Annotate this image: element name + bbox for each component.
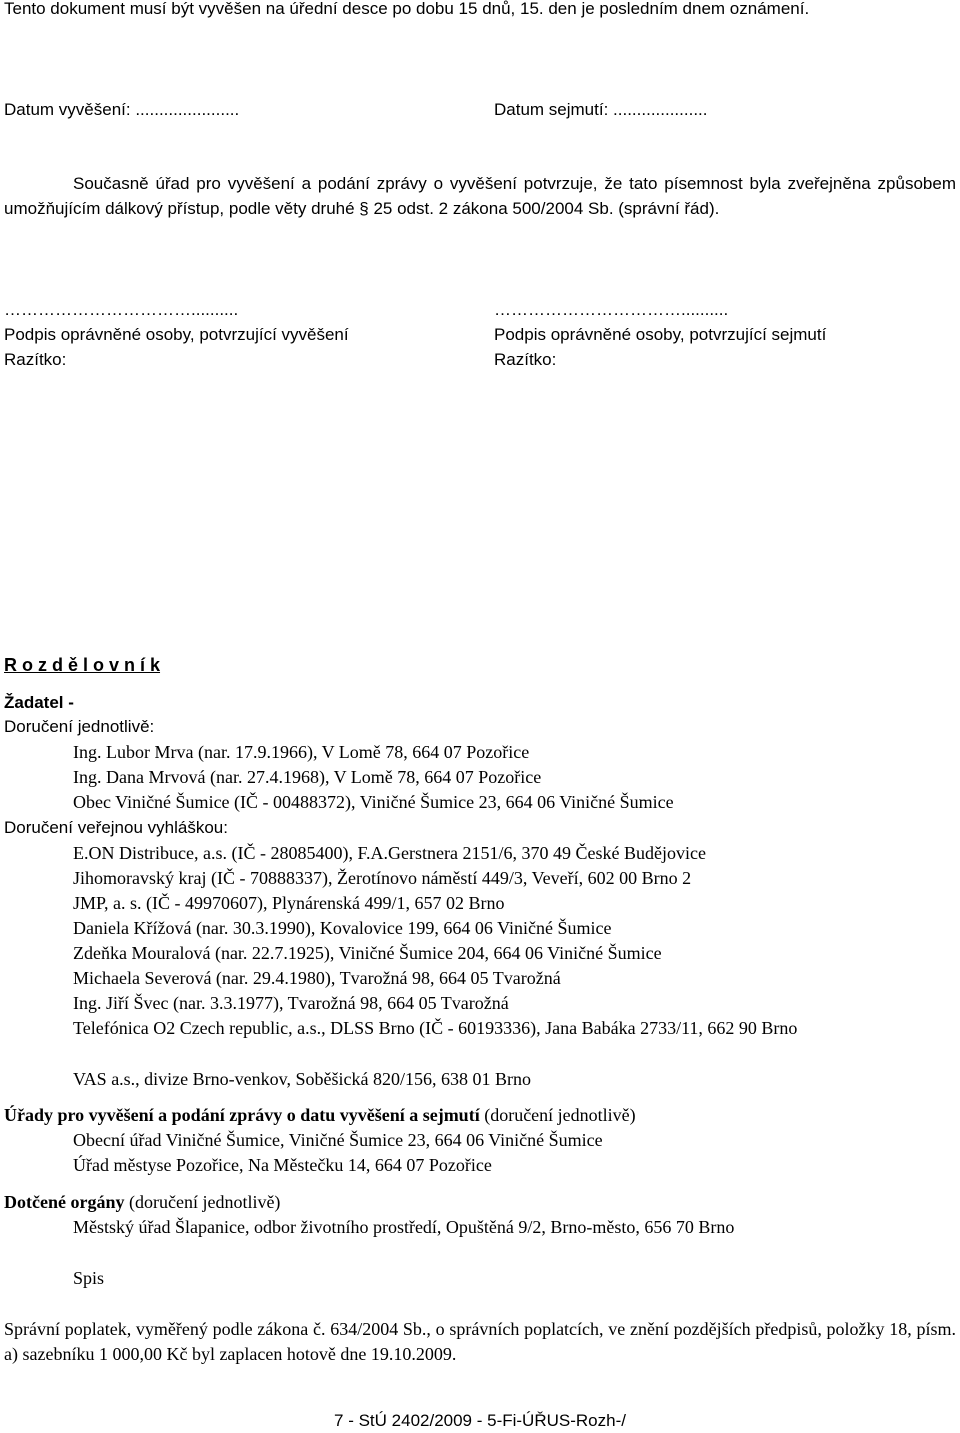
recipient-line: Daniela Křížová (nar. 30.3.1990), Kovalovice 199, 664 06 Viničné Šumice bbox=[73, 918, 612, 938]
recipient-line: Ing. Jiří Švec (nar. 3.3.1977), Tvarožná 98, 664 05 Tvarožná bbox=[73, 993, 509, 1013]
posted-date-label: Datum vyvěšení: ...................... bbox=[4, 100, 240, 119]
recipient-line: Ing. Dana Mrvová (nar. 27.4.1968), V Lomě 78, 664 07 Pozořice bbox=[73, 767, 542, 787]
distribution-title: R o z d ě l o v n í k bbox=[4, 655, 161, 675]
confirmation-paragraph: Současně úřad pro vyvěšení a podání zprávy o vyvěšení potvrzuje, že tato písemnost byla zveřejněna způsobem umožňujícím dálkový přístup, podle věty druhé § 25 odst. 2 zákona 500/2004 Sb. (správní řád). bbox=[4, 174, 956, 218]
offices-title-bold: Úřady pro vyvěšení a podání zprávy o datu vyvěšení a sejmutí bbox=[4, 1105, 480, 1125]
fee-paragraph: Správní poplatek, vyměřený podle zákona č. 634/2004 Sb., o správních poplatcích, ve znění pozdějších předpisů, položky 18, písm. a) sazebníku 1 000,00 Kč byl zaplacen hotově dne 19.10.2009. bbox=[4, 1319, 956, 1364]
authority-line: Městský úřad Šlapanice, odbor životního prostředí, Opuštěná 9/2, Brno-město, 656 70 Brno bbox=[73, 1217, 735, 1237]
recipient-line: Michaela Severová (nar. 29.4.1980), Tvarožná 98, 664 05 Tvarožná bbox=[73, 968, 561, 988]
signature-right-dots: …………………………….......... bbox=[494, 300, 729, 319]
recipient-line: Zdeňka Mouralová (nar. 22.7.1925), Viničné Šumice 204, 664 06 Viničné Šumice bbox=[73, 943, 662, 963]
signature-left-stamp: Razítko: bbox=[4, 350, 67, 369]
recipient-line: Ing. Lubor Mrva (nar. 17.9.1966), V Lomě 78, 664 07 Pozořice bbox=[73, 742, 530, 762]
footer-reference: 7 - StÚ 2402/2009 - 5-Fi-ÚŘUS-Rozh-/ bbox=[334, 1411, 626, 1430]
authorities-title bbox=[4, 1190, 280, 1215]
recipient-line: Obec Viničné Šumice (IČ - 00488372), Viničné Šumice 23, 664 06 Viničné Šumice bbox=[73, 792, 674, 812]
authorities-title-bold: Dotčené orgány bbox=[4, 1192, 125, 1212]
authorities-title-rest: (doručení jednotlivě) bbox=[124, 1192, 281, 1212]
recipient-line: Jihomoravský kraj (IČ - 70888337), Žerotínovo náměstí 449/3, Veveří, 602 00 Brno 2 bbox=[73, 868, 692, 888]
signature-right-label: Podpis oprávněné osoby, potvrzující sejmutí bbox=[494, 325, 827, 344]
offices-title-rest: (doručení jednotlivě) bbox=[479, 1105, 636, 1125]
applicant-label: Žadatel - bbox=[4, 693, 74, 712]
recipient-line: E.ON Distribuce, a.s. (IČ - 28085400), F.A.Gerstnera 2151/6, 370 49 České Budějovice bbox=[73, 843, 706, 863]
public-delivery-label: Doručení veřejnou vyhláškou: bbox=[4, 818, 228, 837]
removed-date-label: Datum sejmutí: .................... bbox=[494, 100, 708, 119]
recipient-line-vas: VAS a.s., divize Brno-venkov, Soběšická 820/156, 638 01 Brno bbox=[73, 1069, 531, 1089]
file-label: Spis bbox=[73, 1268, 105, 1288]
offices-title bbox=[4, 1103, 636, 1128]
office-line: Úřad městyse Pozořice, Na Městečku 14, 664 07 Pozořice bbox=[73, 1155, 492, 1175]
recipient-line: JMP, a. s. (IČ - 49970607), Plynárenská 499/1, 657 02 Brno bbox=[73, 893, 505, 913]
individual-delivery-label: Doručení jednotlivě: bbox=[4, 717, 155, 736]
signature-right-stamp: Razítko: bbox=[494, 350, 557, 369]
signature-left-dots: …………………………….......... bbox=[4, 300, 239, 319]
recipient-line-telefonica: Telefónica O2 Czech republic, a.s., DLSS Brno (IČ - 60193336), Jana Babáka 2733/11, 662 90 Brno bbox=[73, 1018, 798, 1038]
office-line: Obecní úřad Viničné Šumice, Viničné Šumice 23, 664 06 Viničné Šumice bbox=[73, 1130, 603, 1150]
signature-left-label: Podpis oprávněné osoby, potvrzující vyvěšení bbox=[4, 325, 349, 344]
posting-notice: Tento dokument musí být vyvěšen na úřední desce po dobu 15 dnů, 15. den je posledním dnem oznámení. bbox=[4, 0, 810, 18]
